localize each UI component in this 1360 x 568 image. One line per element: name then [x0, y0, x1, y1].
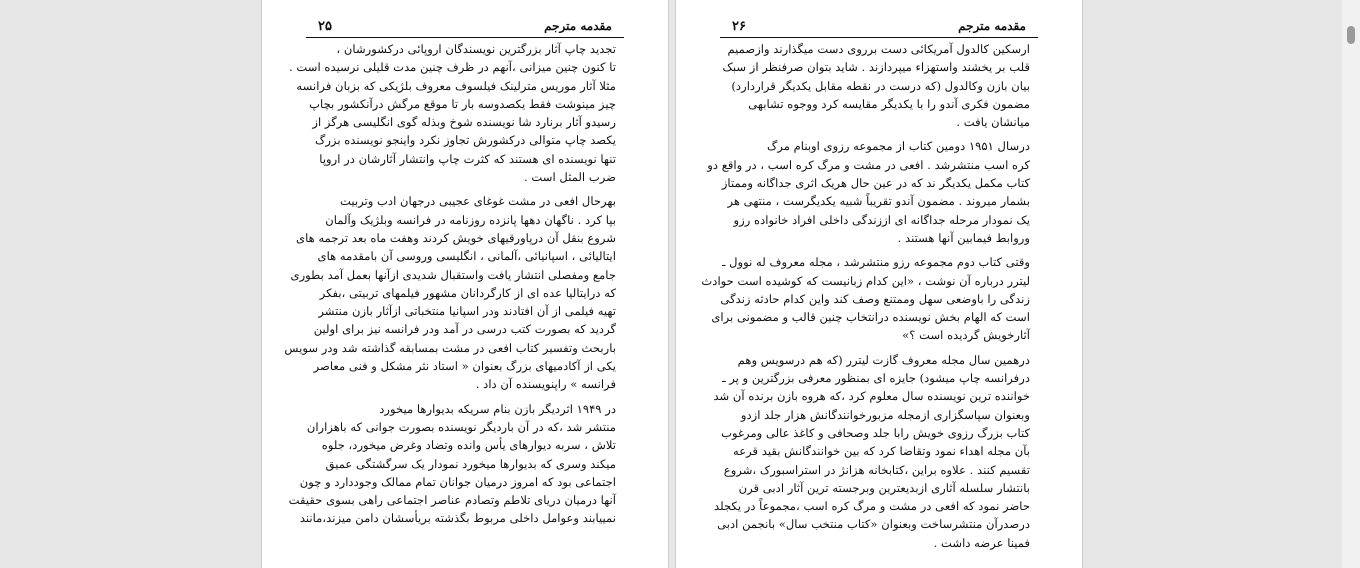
header-title: مقدمه مترجم — [544, 19, 612, 33]
page-25 — [262, 0, 668, 568]
text-line: نمییابند وعوامل داخلی مربوط بگذشته بریأسشان دامن میزند،مانند — [299, 511, 616, 526]
paragraph — [701, 253, 1030, 344]
text-line: تنها نویسنده ای هستند که کثرت چاپ وانتشار آثارشان در اروپا — [319, 151, 616, 166]
text-line: تا کنون چنین میزانی ،آنهم در ظرف چنین مدت قلیلی نرسیده است . — [289, 60, 616, 75]
text-line: آثارخویش گردیده است ؟» — [902, 328, 1030, 343]
page-body — [284, 40, 616, 534]
text-line: شروع بنقل آن درپاورقیهای خویش کردند وهفت ماه بعد ترجمه های — [296, 230, 616, 245]
paragraph — [288, 400, 616, 528]
text-line: تجدید چاپ آثار بزرگترین نویسندگان اروپائی درکشورشان ، — [336, 42, 616, 56]
text-line: گردید که بصورت کتب درسی در آمد ودر فرانسه نیز برای اولین — [313, 322, 616, 337]
text-line: یک نمودار مرحله جداگانه ای اززندگی داخلی افراد خانواده رزو — [733, 212, 1030, 227]
text-line: کتاب مکمل یکدیگر ند که در عین حال هریک اثری جداگانه وممتاز — [721, 176, 1030, 191]
page-header — [720, 19, 1038, 38]
text-line: بآن مجله اهداء نمود وتقاضا کرد که بین خوانندگانش بقید قرعه — [732, 444, 1030, 459]
text-line: ضرب المثل است . — [524, 170, 616, 185]
text-line: کتاب بزرگ رزوی خویش رابا جلد وصحافی و کاغذ عالی ومرغوب — [721, 425, 1030, 440]
text-line: یکی از آکادمیهای بزرگ بعنوان « استاد نثر مشکل و فنی معاصر — [313, 359, 616, 374]
paragraph — [284, 192, 616, 393]
text-line: درهمین سال مجله معروف گازت لیترر (که هم درسویس وهم — [737, 352, 1030, 367]
text-line: اجتماعی بود که امروز درمیان جوانان تمام ممالک وجوددارد و چون — [299, 474, 616, 489]
text-line: زندگی را باوضعی سهل وممتنع وصف کند واین کدام حادثه زندگی — [720, 291, 1030, 306]
text-line: است که الهام بخش نویسنده درانتخاب چنین قالب و مضمونی برای — [711, 310, 1030, 325]
text-line: تقسیم کنند . علاوه براین ،کتابخانه هزانژ در استراسبورک ،شروع — [723, 462, 1030, 477]
text-line: ایتالیائی ، اسپانیائی ،آلمانی ، انگلیسی وروسی آن بامقدمه های — [317, 249, 616, 264]
text-line: حاضر نمود که افعی در مشت و مرگ کره اسب ،مجموعاً در یکجلد — [714, 499, 1030, 514]
header-title: مقدمه مترجم — [958, 19, 1026, 33]
text-line: مثلا آثار موریس مترلینک فیلسوف معروف بلژیکی که بزبان فرانسه — [296, 78, 616, 93]
paragraph — [713, 351, 1030, 552]
page-26 — [676, 0, 1082, 568]
text-line: ارسکین کالدول آمریکائی دست برروی دست میگذارند وازصمیم — [727, 42, 1030, 56]
paragraph — [722, 40, 1030, 131]
page-number: ۲۵ — [318, 19, 332, 34]
text-line: ليترر درباره آن نوشت ، «این کدام زبانیست که کوشیده است حوادث — [701, 273, 1030, 288]
text-line: میکند وسری که بدیوارها میخورد نمودار یک سرگشتگی عمیق — [325, 456, 616, 471]
text-line: بانتشار سلسله آثاری ازبدیعترین وبرجسته ترین آثار ادبی قرن — [738, 480, 1030, 495]
text-line: فمینا عرضه داشت . — [933, 535, 1030, 550]
text-line: وقتی کتاب دوم مجموعه رزو منتشرشد ، مجله معروف له نوول ـ — [722, 255, 1030, 270]
text-line: باربحث وتفسیر کتاب افعی در مشت بمسابقه گذاشته شد ودر سویس — [284, 340, 616, 355]
text-line: منتشر شد ،که در آن باردیگر نویسنده بصورت جوانی که باهزاران — [306, 419, 616, 434]
text-line: فرانسه » راپنویسنده آن داد . — [475, 377, 616, 392]
paragraph — [707, 137, 1030, 247]
text-line: جامع ومفصلی انتشار یافت واستقبال شدیدی ازآنها بعمل آمد بطوری — [290, 267, 616, 282]
text-line: قلب بر یخشند واستهزاء میپردازند . شاید بتوان صرفنظر از سبک — [722, 60, 1030, 75]
text-line: درسال ۱۹۵۱ دومین کتاب از مجموعه رزوی اوبنام مرگ — [766, 139, 1030, 154]
text-line: میانشان یافت . — [956, 115, 1030, 130]
page-body — [701, 40, 1030, 558]
text-line: درصدرآن منتشرساخت وبعنوان «کتاب منتخب سال» بانجمن ادبی — [717, 517, 1030, 532]
text-line: چیز مینوشت فقط یکصدوسه بار تا موقع مرگش درآنکشور بچاپ — [309, 96, 616, 111]
text-line: آنها درمیان دریای تلاطم وتصادم عناصر اجتماعی راهی بسوی حقیقت — [288, 493, 616, 508]
page-header — [306, 19, 624, 38]
page-number: ۲۶ — [732, 19, 746, 34]
text-line: تلاش ، سربه دیوارهای یأس وانده وتضاد وغرض میخورد، جلوه — [321, 438, 616, 453]
text-line: تهیه فیلمی از آن افتادند ودر اسپانیا منتخباتی ازآثار بازن منتشر — [318, 304, 616, 319]
text-line: وبعنوان سپاسگزاری ازمجله مزبورخوانندگانش هزار جلد ازدو — [740, 407, 1030, 422]
text-line: رسیدو آثار برنارد شا نویسنده شوخ وبذله گوی انگلیسی هرگز از — [312, 115, 616, 130]
text-line: وروابط فیمابین آنها هستند . — [897, 230, 1030, 245]
text-line: کره اسب منتشرشد . افعی در مشت و مرگ کره اسب ، در واقع دو — [707, 157, 1030, 172]
scrollbar-thumb[interactable] — [1347, 26, 1355, 44]
text-line: بپا کرد . ناگهان دهها پانزده روزنامه در فرانسه وبلژیک وآلمان — [325, 212, 616, 227]
text-line: بهرحال افعی در مشت غوغای عجیبی درجهان ادب وتربیت — [339, 194, 616, 209]
text-line: مضمون فکری آندو را با یکدیگر مقایسه کرد ووجوه تشابهی — [748, 96, 1030, 111]
vertical-scrollbar[interactable] — [1342, 0, 1360, 568]
text-line: بشمار میروند . مضمون آندو تقریباً شبیه یکدیگرست ، منتهی هر — [727, 194, 1030, 209]
paragraph — [289, 40, 616, 186]
text-line: بیان بازن وکالدول (که درست در نقطه مقابل یکدیگر قراردارد) — [731, 78, 1030, 93]
text-line: که درایتالیا عده ای از کارگردانان مشهور فیلمهای تربیتی ،بفکر — [319, 285, 616, 300]
text-line: یکصد چاپ متوالی درکشورش تجاوز نکرد واینجو نویسنده بزرگ — [314, 133, 616, 148]
text-line: در ۱۹۴۹ اثردیگر بازن بنام سریکه بدیوارها میخورد — [379, 401, 616, 416]
text-line: خواننده ترین نویسنده سال معلوم کرد ،که هروه بازن برنده آن شد — [713, 389, 1030, 404]
text-line: درفرانسه چاپ میشود) جایزه ای بمنظور معرفی بزرگترین و پر ـ — [722, 371, 1030, 386]
